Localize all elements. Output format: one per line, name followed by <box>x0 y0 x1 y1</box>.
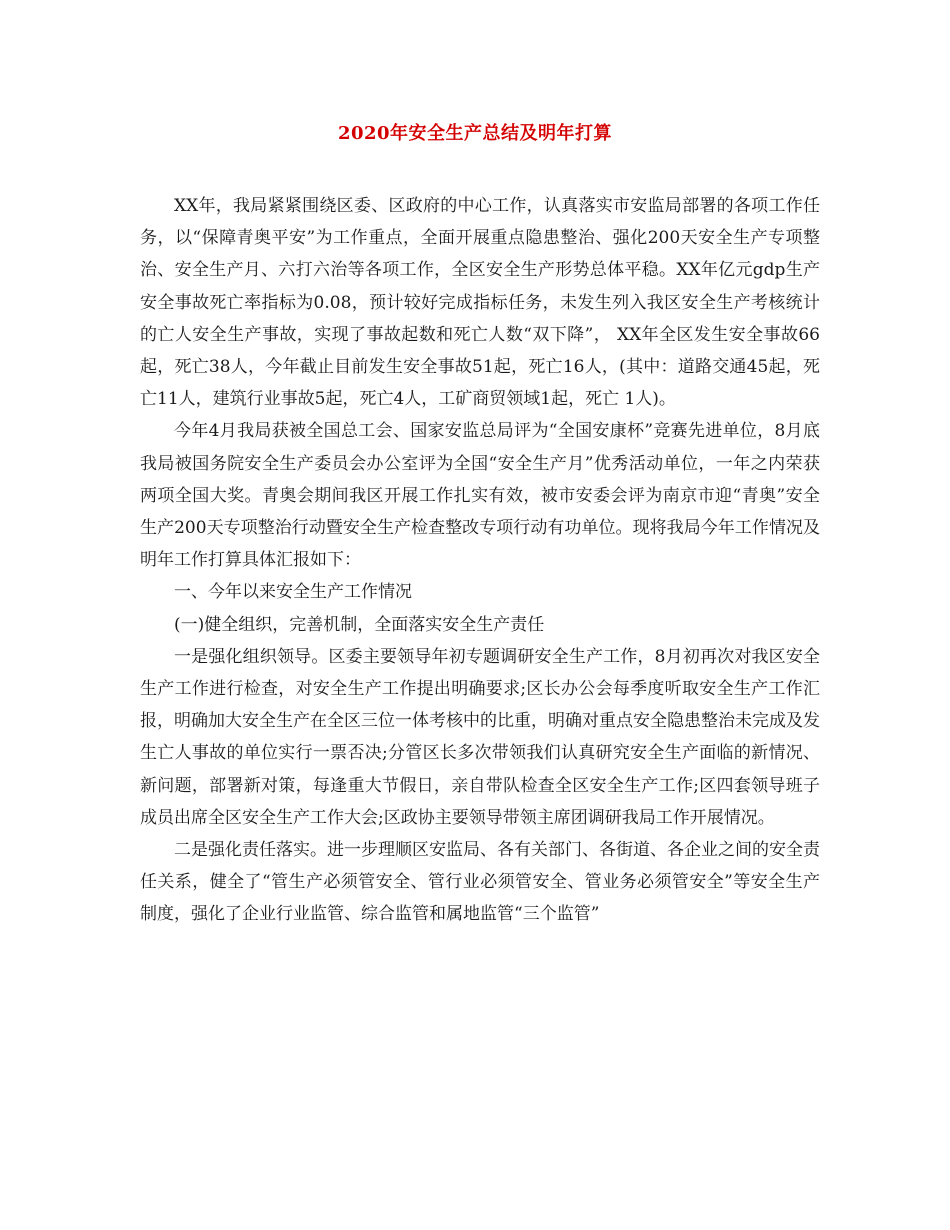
document-body <box>140 190 820 931</box>
subsection-heading: (一)健全组织，完善机制，全面落实安全生产责任 <box>174 614 545 635</box>
document-title: 2020年安全生产总结及明年打算 <box>337 123 613 144</box>
paragraph-awards: 今年4月我局获被全国总工会、国家安监总局评为“全国安康杯”竞赛先进单位，8月底我局被国务院安全生产委员会办公室评为全国“安全生产月”优秀活动单位，一年之内荣获两项全国大奖。青奥会期间我区开展工作扎实有效，被市安委会评为南京市迎“青奥”安全生产200天专项整治行动暨安全生产检查整改专项行动有功单位。现将我局今年工作情况及明年工作打算具体汇报如下： <box>140 421 820 571</box>
paragraph-responsibility: 二是强化责任落实。进一步理顺区安监局、各有关部门、各街道、各企业之间的安全责任关系，健全了“管生产必须管安全、管行业必须管安全、管业务必须管安全”等安全生产制度，强化了企业行业监管、综合监管和属地监管“三个监管” <box>140 840 820 925</box>
paragraph-overview: XX年，我局紧紧围绕区委、区政府的中心工作，认真落实市安监局部署的各项工作任务，以“保障青奥平安”为工作重点，全面开展重点隐患整治、强化200天安全生产专项整治、安全生产月、六打六治等各项工作，全区安全生产形势总体平稳。XX年亿元gdp生产安全事故死亡率指标为0.08，预计较好完成指标任务，未发生列入我区安全生产考核统计的亡人安全生产事故，实现了事故起数和死亡人数“双下降”， XX年全区发生安全事故66起，死亡38人，今年截止目前发生安全事故51起，死亡16人，(其中：道路交通45起，死亡11人，建筑行业事故5起，死亡4人，工矿商贸领域1起，死亡 1人)。 <box>140 196 820 410</box>
section-heading: 一、今年以来安全生产工作情况 <box>174 582 412 603</box>
paragraph-leadership: 一是强化组织领导。区委主要领导年初专题调研安全生产工作，8月初再次对我区安全生产工作进行检查，对安全生产工作提出明确要求;区长办公会每季度听取安全生产工作汇报，明确加大安全生产在全区三位一体考核中的比重，明确对重点安全隐患整治未完成及发生亡人事故的单位实行一票否决;分管区长多次带领我们认真研究安全生产面临的新情况、新问题，部署新对策，每逢重大节假日，亲自带队检查全区安全生产工作;区四套领导班子成员出席全区安全生产工作大会;区政协主要领导带领主席团调研我局工作开展情况。 <box>140 646 820 828</box>
